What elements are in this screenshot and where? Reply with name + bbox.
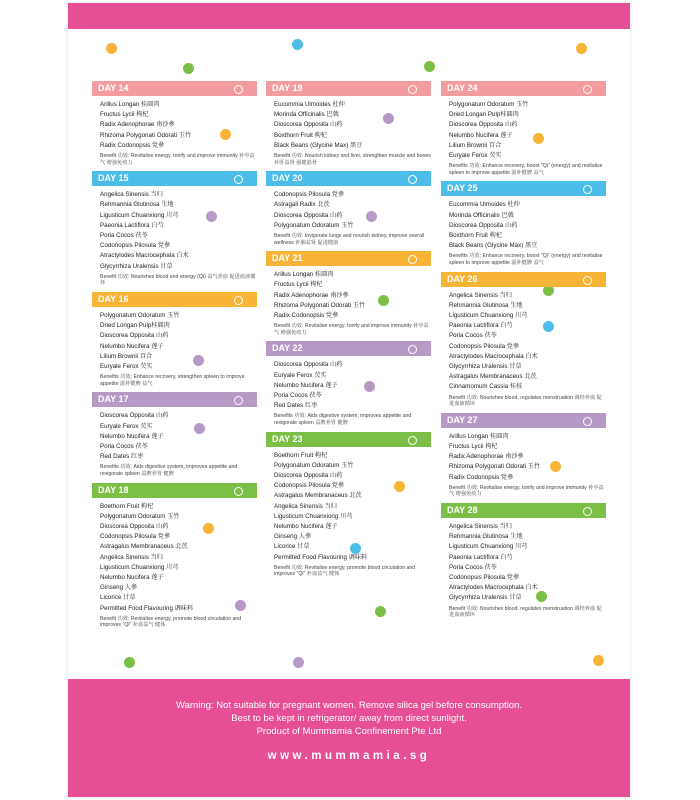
ingredient-item: Boxthorn Fruit 枸杞 (449, 232, 502, 240)
ingredient-item: Lilium Brownii 百合 (449, 141, 502, 149)
ingredient-item: Rehmannia Glutinosa 生地 (449, 301, 523, 309)
product-text: Product of Mummamia Confinement Pte Ltd (256, 726, 442, 737)
ingredient-item: Arillus Longan 桂圓肉 (449, 432, 509, 440)
day-block (441, 272, 606, 408)
day-header (441, 503, 606, 518)
ingredient-item: Dioscorea Opposita 山药 (100, 412, 169, 420)
day-block (92, 483, 257, 629)
day-block (441, 413, 606, 498)
ingredient-item: Morinda Officinalis 巴戟 (449, 211, 514, 219)
ingredient-item: Ligusticum Chuanxiong 川芎 (449, 312, 528, 320)
ingredient-item: Nelumbo Nucifera 莲子 (274, 523, 338, 531)
ingredient-item: Glycyrrhiza Uralensis 甘草 (100, 262, 173, 270)
day-block (92, 292, 257, 387)
bowl-icon (407, 174, 425, 183)
ingredient-item: Codonopsis Pilosula 党參 (100, 242, 171, 250)
decorative-dot (293, 657, 304, 668)
website-link[interactable]: www.mummamia.sg (267, 750, 431, 762)
ingredient-item: Rhizoma Polygonati Odorati 玉竹 (100, 131, 192, 139)
day-label: DAY 28 (447, 505, 478, 516)
day-header (441, 81, 606, 96)
ingredient-item: Poria Cocos 茯苓 (100, 443, 148, 451)
ingredient-list (441, 518, 606, 604)
benefit-text: Benefit 功效: Revitalise energy, promote blood circulation and improves "Qi" 补血益气 健体 (274, 564, 416, 578)
ingredient-item: Astragalus Membranaceus 北芪 (100, 543, 188, 551)
day-block (92, 171, 257, 287)
ingredient-list (441, 287, 606, 393)
ingredient-item: Radix Adenophorae 南沙參 (274, 291, 349, 299)
ingredient-item: Ginseng 人參 (100, 584, 138, 592)
ingredient-item: Paeonia Lactiflora 白芍 (449, 553, 513, 561)
day-header (92, 292, 257, 307)
day-label: DAY 27 (447, 414, 478, 425)
column-3 (441, 81, 606, 624)
ingredient-item: Rehmannia Glutinosa 生地 (449, 533, 523, 541)
day-block (266, 251, 431, 336)
bowl-icon (582, 416, 600, 425)
benefit-text: Benefit 功效: Invigorate lungs and nourish kidney, improve overall wellness 补肺益肾 促进健康 (274, 233, 425, 246)
ingredient-item: Dioscorea Opposita 山药 (100, 523, 169, 531)
ingredient-item: Astragali Radix 北芪 (274, 201, 330, 209)
ingredient-item: Dioscorea Opposita 山药 (100, 332, 169, 340)
day-header (441, 272, 606, 287)
ingredient-item: Angelica Sinensis 当归 (100, 191, 163, 199)
ingredient-item: Dioscorea Opposita 山药 (274, 211, 343, 219)
benefit-text: Benefits 功效: Aids digestive system, improves appetite and revigorate spleen 益脾养胃 健脾 (274, 413, 412, 427)
ingredient-item: Red Dates 红枣 (274, 402, 318, 410)
ingredient-item: Radix Codonopsis 党參 (449, 473, 514, 481)
day-label: DAY 22 (272, 343, 303, 354)
ingredient-item: Licorice 甘草 (100, 594, 136, 602)
day-header (266, 432, 431, 447)
ingredient-item: Angelica Sinensis 当归 (274, 502, 337, 510)
ingredient-item: Arillus Longan 桂圓肉 (274, 271, 334, 279)
benefit-text: Benefit 功效: Nourish kidney and liver, strengthen muscle and bones 补肝益肾 强健筋骨 (274, 153, 431, 166)
ingredient-item: Dioscorea Opposita 山药 (274, 361, 343, 369)
ingredient-item: Euryale Ferox 芡实 (274, 371, 327, 379)
ingredient-item: Euryale Ferox 芡实 (100, 363, 153, 371)
ingredient-item: Poria Cocos 茯苓 (274, 392, 322, 400)
ingredient-item: Codonopsis Pilosula 党參 (449, 574, 520, 582)
ingredient-item: Ligusticum Chuanxiong 川芎 (274, 512, 353, 520)
ingredient-item: Euryale Ferox 芡实 (449, 152, 502, 160)
ingredient-item: Polygonatum Odoratum 玉竹 (274, 461, 354, 469)
benefit-text: Benefits 功效: Enhance recovery, boost "Qi" (energy) and revitalise spleen to improve appetite 滋补健脾 益气 (449, 163, 603, 176)
ingredient-item: Fructus Lycii 枸杞 (449, 443, 498, 451)
ingredient-item: Angelica Sinensis 当归 (449, 291, 512, 299)
ingredient-item: Poria Cocos 茯苓 (449, 563, 497, 571)
ingredient-item: Angelica Sinensis 当归 (100, 553, 163, 561)
ingredient-item: Paeonia Lactiflora 白芍 (100, 221, 164, 229)
ingredient-item: Dioscorea Opposita 山药 (274, 472, 343, 480)
day-block (266, 341, 431, 426)
ingredient-item: Nelumbo Nucifera 莲子 (274, 381, 338, 389)
bowl-icon (233, 395, 251, 404)
bowl-icon (407, 344, 425, 353)
ingredient-item: Poria Cocos 茯苓 (100, 232, 148, 240)
ingredient-item: Fructus Lycii 枸杞 (100, 111, 149, 119)
day-block (266, 171, 431, 246)
day-label: DAY 14 (98, 83, 129, 93)
day-label: DAY 16 (98, 294, 129, 305)
day-label: DAY 21 (272, 253, 303, 264)
ingredient-item: Rehmannia Glutinosa 生地 (100, 201, 174, 209)
day-label: DAY 19 (272, 83, 303, 93)
day-label: DAY 24 (447, 83, 478, 93)
ingredient-item: Astragalus Membranaceus 北芪 (274, 492, 362, 500)
ingredient-item: Paeonia Lactiflora 白芍 (449, 322, 513, 330)
ingredient-item: Codonopsis Pilosula 党參 (274, 191, 345, 199)
ingredient-item: Lilium Brownii 百合 (100, 352, 153, 360)
footer-banner (68, 679, 630, 797)
day-header (266, 341, 431, 356)
day-header (266, 81, 431, 96)
bowl-icon (233, 84, 251, 93)
ingredient-item: Codonopsis Pilosula 党參 (100, 533, 171, 541)
day-label: DAY 15 (98, 173, 129, 184)
ingredient-item: Cinnamomum Cassia 桂枝 (449, 383, 523, 391)
benefit-text: Benefits 功效: Aids digestive system, improves appetite and revigorate spleen 益脾养胃 健脾 (100, 464, 238, 478)
day-block (92, 81, 257, 166)
ingredient-item: Polygonatum Odoratum 玉竹 (449, 101, 529, 108)
day-label: DAY 23 (272, 433, 303, 444)
ingredient-item: Dried Longan Pulp桂圓肉 (449, 111, 519, 119)
ingredient-item: Atractylodes Macrocephala 白术 (449, 352, 538, 360)
ingredient-list (266, 447, 431, 563)
day-label: DAY 25 (447, 183, 478, 194)
day-header (266, 251, 431, 266)
top-banner (68, 3, 630, 29)
ingredient-item: Glycyrrhiza Uralensis 甘草 (449, 594, 522, 602)
ingredient-list (92, 498, 257, 614)
decorative-dot (576, 43, 587, 54)
day-block (92, 392, 257, 477)
day-header (441, 413, 606, 428)
bowl-icon (582, 506, 600, 515)
ingredient-item: Codonopsis Pilosula 党參 (449, 342, 520, 350)
benefit-text: Benefit 功效: Revitalise energy, promote blood circulation and improves "Qi" 补血益气 健体 (100, 615, 242, 629)
bowl-icon (233, 295, 251, 304)
day-label: DAY 20 (272, 173, 303, 184)
ingredient-item: Dioscorea Opposita 山药 (274, 121, 343, 129)
ingredient-item: Black Beans (Glycine Max) 黑豆 (449, 242, 538, 250)
ingredient-item: Dried Longan Pulp桂圓肉 (100, 322, 170, 330)
ingredient-item: Polygonatum Odoratum 玉竹 (100, 312, 180, 320)
bowl-icon (407, 254, 425, 263)
benefit-text: Benefit 功效: Nourishes blood and energy (Qi) 益气养血 促进血液循环 (100, 273, 256, 287)
day-header (92, 171, 257, 186)
bowl-icon (233, 174, 251, 183)
ingredient-item: Ligusticum Chuanxiong 川芎 (100, 563, 179, 571)
benefit-text: Benefit 功效: Revitalise energy, tonify and improve immunity 补中益气 增强免疫力 (100, 153, 255, 166)
ingredient-item: Ligusticum Chuanxiong 川芎 (449, 543, 528, 551)
ingredient-item: Permitted Food Flavouring 调味料 (274, 553, 368, 561)
day-block (266, 81, 431, 166)
ingredient-item: Euryale Ferox 芡实 (100, 422, 153, 430)
day-block (441, 181, 606, 266)
ingredient-item: Radix Codonopsis 党參 (100, 141, 165, 149)
ingredient-item: Radix Codonopsis 党參 (274, 312, 339, 320)
ingredient-item: Atractylodes Macrocephala 白术 (100, 252, 189, 260)
day-label: DAY 17 (98, 394, 129, 405)
decorative-dot (424, 61, 435, 72)
ingredient-item: Permitted Food Flavouring 调味料 (100, 604, 194, 612)
ingredient-item: Black Beans (Glycine Max) 黑豆 (274, 141, 363, 149)
column-1 (92, 81, 257, 634)
benefit-text: Benefit 功效: Revitalise energy, tonify and improve immunity 补中益气 增强免疫力 (274, 323, 429, 336)
ingredient-item: Angelica Sinensis 当归 (449, 523, 512, 531)
ingredient-item: Rhizoma Polygonati Odorati 玉竹 (449, 463, 541, 471)
ingredient-item: Red Dates 红枣 (100, 453, 144, 461)
ingredient-item: Eucommia Ulmoides 杜仲 (449, 201, 520, 209)
decorative-dot (375, 606, 386, 617)
day-label: DAY 18 (98, 484, 129, 495)
ingredient-item: Boethorn Fruit 枸杞 (100, 502, 154, 510)
decorative-dot (183, 63, 194, 74)
day-header (92, 392, 257, 407)
ingredient-item: Nelumbo Nucifera 莲子 (449, 131, 513, 139)
ingredient-item: Licorice 甘草 (274, 543, 310, 551)
benefit-text: Benefit 功效: Nourishes blood, regulates menstruation 调经养血 促进血液循环 (449, 605, 602, 619)
decorative-dot (106, 43, 117, 54)
day-block (441, 503, 606, 619)
day-header (441, 181, 606, 196)
column-2 (266, 81, 431, 583)
bowl-icon (582, 84, 600, 93)
bowl-icon (233, 486, 251, 495)
day-header (92, 81, 257, 96)
bowl-icon (407, 435, 425, 444)
day-header (266, 171, 431, 186)
ingredient-item: Nelumbo Nucifera 莲子 (100, 342, 164, 350)
ingredient-item: Boethorn Fruit 枸杞 (274, 451, 328, 459)
ingredient-item: Ligusticum Chuanxiong 川芎 (100, 211, 179, 219)
ingredient-item: Radix Adenophorae 南沙參 (449, 453, 524, 461)
brochure-sheet (68, 3, 630, 797)
decorative-dot (292, 39, 303, 50)
ingredient-item: Dioscorea Opposita 山药 (449, 221, 518, 229)
ingredient-item: Arillus Longan 桂圓肉 (100, 101, 160, 108)
ingredient-item: Radix Adenophorae 南沙參 (100, 121, 175, 129)
bowl-icon (582, 275, 600, 284)
ingredient-item: Codonopsis Pilosula 党參 (274, 482, 345, 490)
ingredient-item: Atractylodes Macrocephala 白术 (449, 584, 538, 592)
ingredient-item: Rhizoma Polygonati Odorati 玉竹 (274, 301, 366, 309)
benefit-text: Benefits 功效: Enhance recovery, boost "Qi" (energy) and revitalise spleen to improve appetite 滋补健脾 益气 (449, 253, 603, 267)
ingredient-item: Poria Cocos 茯苓 (449, 332, 497, 340)
day-block (441, 81, 606, 176)
ingredient-item: Polygonatum Odoratum 玉竹 (274, 221, 354, 229)
ingredient-item: Morinda Officinalis 巴戟 (274, 111, 339, 119)
ingredient-item: Polygonatum Odoratum 玉竹 (100, 512, 180, 520)
ingredient-item: Nelumbo Nucifera 莲子 (100, 574, 164, 582)
benefit-text: Benefit 功效: Nourishes blood, regulates menstruation 调经养血 促进血液循环 (449, 394, 602, 408)
ingredient-item: Astragalus Membranaceus 北芪 (449, 373, 537, 381)
ingredient-item: Nelumbo Nucifera 莲子 (100, 432, 164, 440)
ingredient-item: Fructus Lycii 枸杞 (274, 281, 323, 289)
bowl-icon (407, 84, 425, 93)
ingredient-item: Glycyrrhiza Uralensis 甘草 (449, 363, 522, 371)
day-block (266, 432, 431, 578)
benefit-text: Benefits 功效: Enhance recovery, strengthen spleen to improve appetite 滋补健脾 益气 (100, 374, 245, 387)
day-label: DAY 26 (447, 273, 478, 284)
ingredient-item: Dioscorea Opposita 山药 (449, 121, 518, 129)
decorative-dot (124, 657, 135, 668)
ingredient-item: Eucommia Ulmoides 杜仲 (274, 101, 345, 108)
storage-text: Best to be kept in refrigerator/ away from direct sunlight. (231, 713, 467, 724)
bowl-icon (582, 184, 600, 193)
decorative-dot (593, 655, 604, 666)
ingredient-item: Boxthorn Fruit 枸杞 (274, 131, 327, 139)
ingredient-item: Ginseng 人參 (274, 533, 312, 541)
day-header (92, 483, 257, 498)
warning-text: Warning: Not suitable for pregnant women. Remove silica gel before consumption. (175, 700, 523, 711)
benefit-text: Benefit 功效: Revitalise energy, tonify and improve immunity 补中益气 增强免疫力 (449, 484, 604, 498)
ingredient-list (92, 186, 257, 272)
